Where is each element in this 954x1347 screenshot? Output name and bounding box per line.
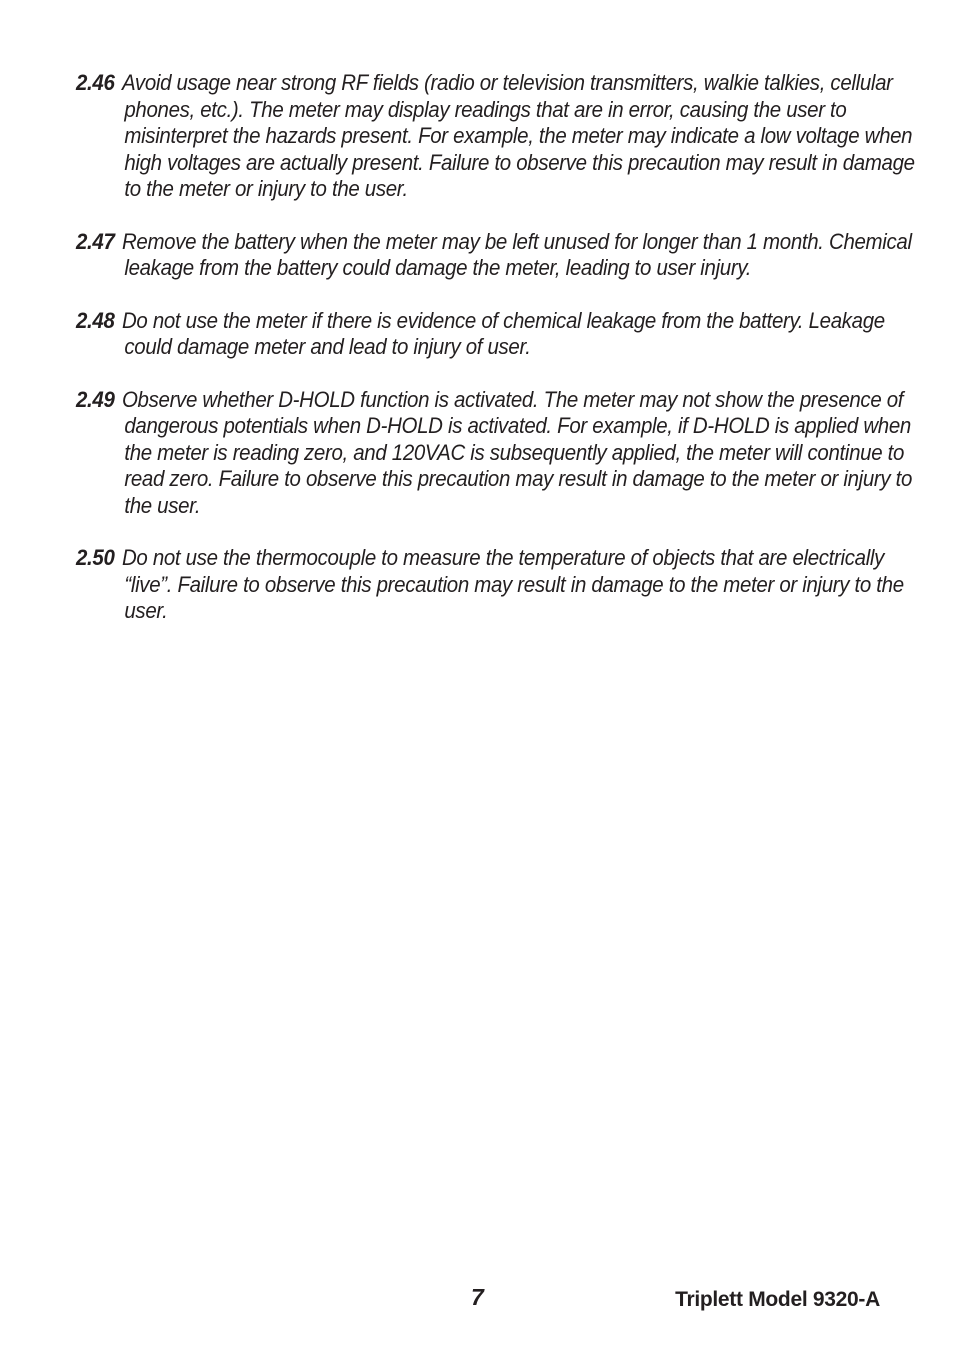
item-number: 2.50 — [76, 545, 115, 570]
document-body — [76, 70, 915, 651]
item-number: 2.47 — [76, 228, 115, 254]
item-text: Remove the battery when the meter may be left unused for longer than 1 month. Chemical leakage from the battery could damage the meter, leading to user injury. — [121, 228, 912, 280]
precaution-2-49 — [76, 387, 933, 520]
footer-model-name: Triplett Model 9320-A — [675, 1288, 880, 1311]
precaution-2-48 — [76, 308, 933, 361]
item-text: Observe whether D-HOLD function is activated. The meter may not show the presence of dangerous potentials when D-HOLD is activated. For example, if D-HOLD is applied when the meter is reading zero, and 120VAC is subsequently applied, the meter will continue to read zero. Failure to observe this precaution may result in damage to the meter or injury to the user. — [121, 386, 913, 518]
item-text: Avoid usage near strong RF fields (radio or television transmitters, walkie talkies, cellular phones, etc.). The meter may display readings that are in error, causing the user to misinterpret the hazards present. For example, the meter may indicate a low voltage when high voltages are actually present. Failure to observe this precaution may result in damage to the meter or injury to the user. — [121, 70, 915, 201]
page-number: 7 — [471, 1284, 484, 1310]
item-number: 2.49 — [76, 386, 115, 412]
item-number: 2.46 — [76, 70, 115, 95]
item-text: Do not use the thermocouple to measure the temperature of objects that are electrically “live”. Failure to observe this precaution may result in damage to the meter or injury to the user. — [121, 545, 904, 623]
precaution-2-46 — [76, 70, 933, 203]
item-number: 2.48 — [76, 307, 115, 333]
item-text: Do not use the meter if there is evidence of chemical leakage from the battery. Leakage could damage meter and lead to injury of user. — [121, 307, 885, 359]
precaution-2-47 — [76, 229, 933, 282]
precaution-2-50 — [76, 545, 933, 625]
